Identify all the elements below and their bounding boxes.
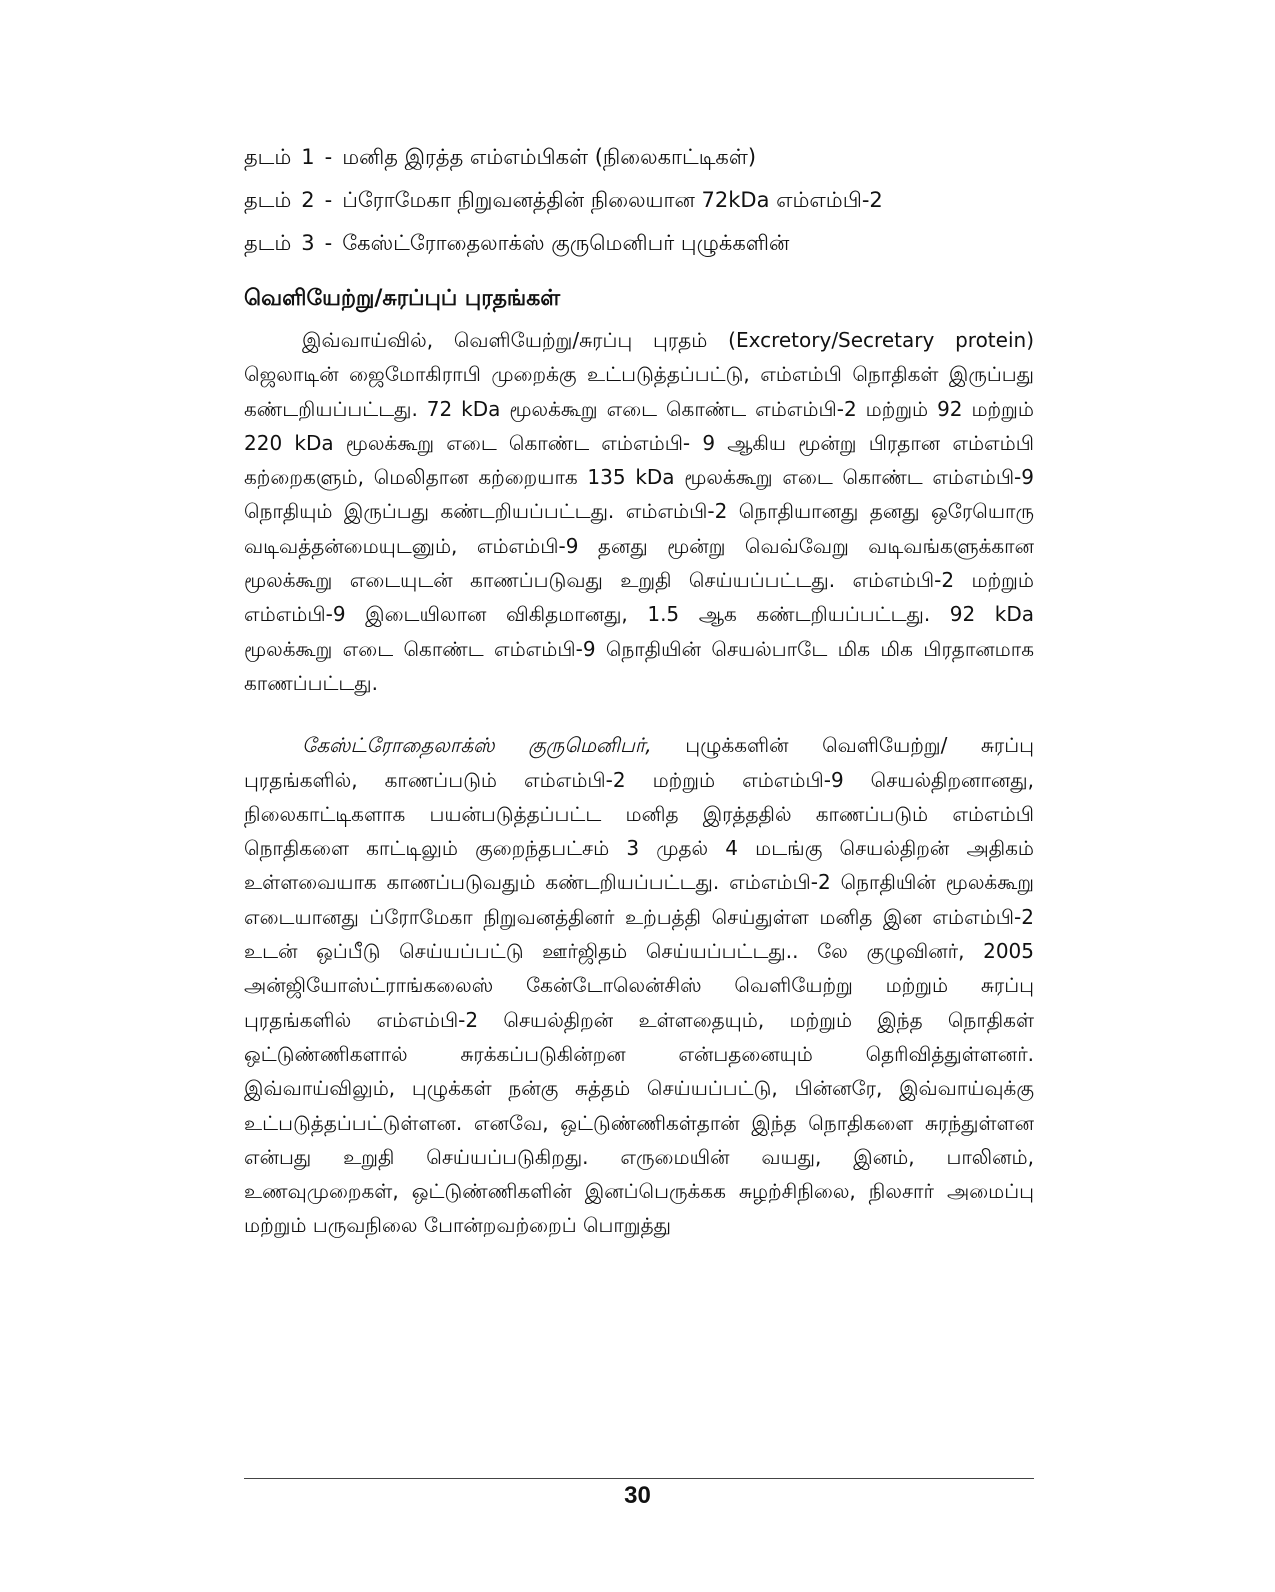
page-body (244, 136, 1034, 1243)
body-paragraph-2 (244, 728, 1034, 1242)
lane-label: தடம் (244, 188, 292, 212)
lane-dash: - (324, 231, 333, 255)
lane-number: 2 (301, 188, 315, 212)
body-paragraph-1: இவ்வாய்வில், வெளியேற்று/சுரப்பு புரதம் (Excretory/Secretary protein) ஜெலாடின் ஜைமோகிராபி முறைக்கு உட்படுத்தப்பட்டு, எம்எம்பி நொதிகள் இருப்பது கண்டறியப்பட்டது. 72 kDa மூலக்கூறு எடை கொண்ட எம்எம்பி-2 மற்றும் 92 மற்றும் 220 kDa மூலக்கூறு எடை கொண்ட எம்எம்பி- 9 ஆகிய மூன்று பிரதான எம்எம்பி கற்றைகளும், மெலிதான கற்றையாக 135 kDa மூலக்கூறு எடை கொண்ட எம்எம்பி-9 நொதியும் இருப்பது கண்டறியப்பட்டது. எம்எம்பி-2 நொதியானது தனது ஒரேயொரு வடிவத்தன்மையுடனும், எம்எம்பி-9 தனது மூன்று வெவ்வேறு வடிவங்களுக்கான மூலக்கூறு எடையுடன் காணப்படுவது உறுதி செய்யப்பட்டது. எம்எம்பி-2 மற்றும் எம்எம்பி-9 இடையிலான விகிதமானது, 1.5 ஆக கண்டறியப்பட்டது. 92 kDa மூலக்கூறு எடை கொண்ட எம்எம்பி-9 நொதியின் செயல்பாடே மிக மிக பிரதானமாக காணப்பட்டது. (244, 328, 1034, 695)
footer-divider (244, 1478, 1034, 1479)
lane-label: தடம் (244, 145, 292, 169)
lane-legend-list (244, 136, 1034, 265)
lane-number: 1 (301, 145, 315, 169)
lane-number: 3 (301, 231, 315, 255)
lane-dash: - (324, 188, 333, 212)
lane-description: கேஸ்ட்ரோதைலாக்ஸ் குருமெனிபர் புழுக்களின் (342, 231, 790, 255)
page-number: 30 (624, 1482, 651, 1509)
species-name-italic: கேஸ்ட்ரோதைலாக்ஸ் குருமெனிபர், (302, 733, 652, 758)
section-heading: வெளியேற்று/சுரப்புப் புரதங்கள் (244, 286, 561, 311)
paragraph-2-text: புழுக்களின் வெளியேற்று/ சுரப்பு புரதங்களில், காணப்படும் எம்எம்பி-2 மற்றும் எம்எம்பி-9 செயல்திறனானது, நிலைகாட்டிகளாக பயன்படுத்தப்பட்ட மனித இரத்ததில் காணப்படும் எம்எம்பி நொதிகளை காட்டிலும் குறைந்தபட்சம் 3 முதல் 4 மடங்கு செயல்திறன் அதிகம் உள்ளவையாக காணப்படுவதும் கண்டறியப்பட்டது. எம்எம்பி-2 நொதியின் மூலக்கூறு எடையானது ப்ரோமேகா நிறுவனத்தினர் உற்பத்தி செய்துள்ள மனித இன எம்எம்பி-2 உடன் ஒப்பீடு செய்யப்பட்டு ஊர்ஜிதம் செய்யப்பட்டது.. லே குழுவினர், 2005 அன்ஜியோஸ்ட்ராங்கலைஸ் கேன்டோலென்சிஸ் வெளியேற்று மற்றும் சுரப்பு புரதங்களில் எம்எம்பி-2 செயல்திறன் உள்ளதையும், மற்றும் இந்த நொதிகள் ஒட்டுண்ணிகளால் சுரக்கப்படுகின்றன என்பதனையும் தெரிவித்துள்ளனர். இவ்வாய்விலும், புழுக்கள் நன்கு சுத்தம் செய்யப்பட்டு, பின்னரே, இவ்வாய்வுக்கு உட்படுத்தப்பட்டுள்ளன. எனவே, ஒட்டுண்ணிகள்தான் இந்த நொதிகளை சுரந்துள்ளன என்பது உறுதி செய்யப்படுகிறது. எருமையின் வயது, இனம், பாலினம், உணவுமுறைகள், ஒட்டுண்ணிகளின் இனப்பெருக்கக சுழற்சிநிலை, நிலசார் அமைப்பு மற்றும் பருவநிலை போன்றவற்றைப் பொறுத்து (244, 733, 1035, 1238)
lane-dash: - (324, 145, 333, 169)
lane-legend-item (244, 179, 1034, 222)
lane-legend-item (244, 136, 1034, 179)
lane-description: ப்ரோமேகா நிறுவனத்தின் நிலையான 72kDa எம்எம்பி-2 (342, 188, 883, 212)
lane-legend-item (244, 222, 1034, 265)
lane-description: மனித இரத்த எம்எம்பிகள் (நிலைகாட்டிகள்) (342, 145, 757, 169)
lane-label: தடம் (244, 231, 292, 255)
